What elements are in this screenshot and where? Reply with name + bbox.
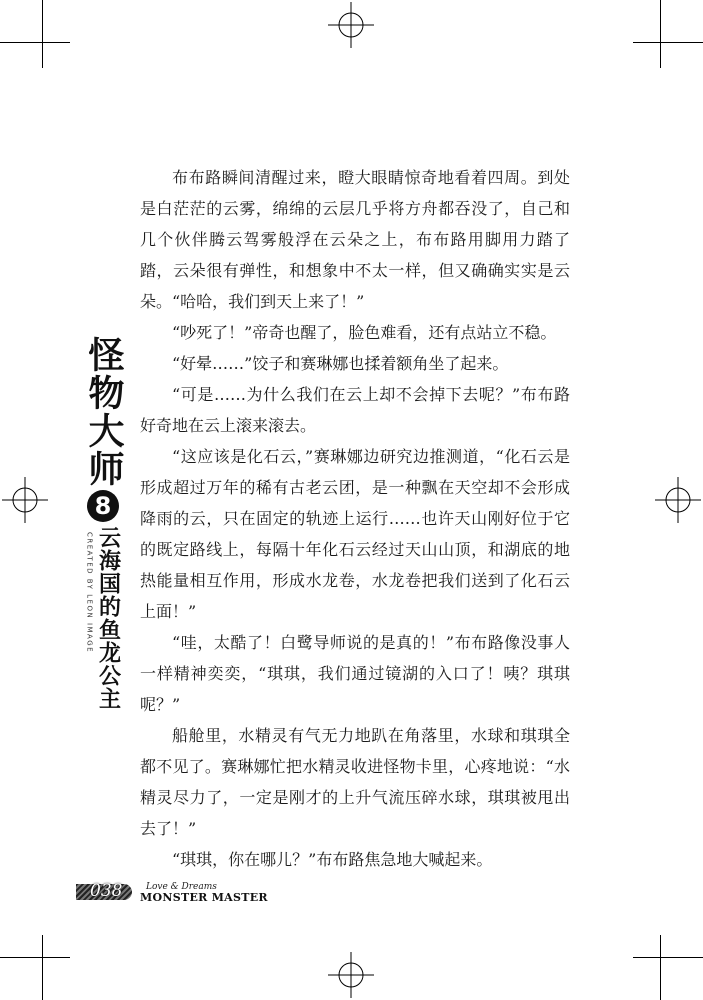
footer-brand: MONSTER MASTER [140, 891, 268, 904]
footer-tagline: Love & Dreams [146, 882, 217, 892]
paragraph: “琪琪，你在哪儿？”布布路焦急地大喊起来。 [172, 850, 493, 869]
registration-mark-right [655, 477, 701, 523]
page-footer [76, 878, 296, 906]
crop-mark [42, 935, 43, 1000]
paragraph: “可是……为什么我们在云上却不会掉下去呢？”布布路好奇地在云上滚来滚去。 [140, 385, 570, 435]
page-number: 038 [90, 881, 123, 901]
registration-mark-bottom [328, 952, 374, 998]
paragraph: “吵死了！”帝奇也醒了，脸色难看，还有点站立不稳。 [172, 323, 557, 342]
paragraph: “哇，太酷了！白鹭导师说的是真的！”布布路像没事人一样精神奕奕，“琪琪，我们通过镜湖的入口了！咦？琪琪呢？” [140, 633, 570, 714]
crop-mark [0, 957, 70, 958]
crop-mark [0, 42, 70, 43]
credit-line: CREATED BY LEON IMAGE [85, 532, 94, 654]
book-subtitle: 云海国的鱼龙公主 [95, 526, 121, 710]
crop-mark [42, 0, 43, 68]
paragraph: “这应该是化石云，”赛琳娜边研究边推测道，“化石云是形成超过万年的稀有古老云团，是一种飘在天空却不会形成降雨的云，只在固定的轨迹上运行……也许天山刚好位于它的既定路线上，每隔十年化石云经过天山山顶，和湖底的地热能量相互作用，形成水龙卷，水龙卷把我们送到了化石云上面！” [140, 447, 570, 621]
paragraph: 布布路瞬间清醒过来，瞪大眼睛惊奇地看着四周。到处是白茫茫的云雾，绵绵的云层几乎将方舟都吞没了，自己和几个伙伴腾云驾雾般浮在云朵之上，布布路用脚用力踏了踏，云朵很有弹性，和想象中不太一样，但又确确实实是云朵。“哈哈，我们到天上来了！” [140, 168, 570, 311]
crop-mark [660, 0, 661, 68]
crop-mark [633, 42, 703, 43]
running-title [80, 336, 126, 710]
crop-mark [633, 957, 703, 958]
registration-mark-top [328, 2, 374, 48]
paragraph: “好晕……”饺子和赛琳娜也揉着额角坐了起来。 [172, 354, 509, 373]
series-title: 怪物大师 [83, 336, 124, 488]
paragraph: 船舱里，水精灵有气无力地趴在角落里，水球和琪琪全都不见了。赛琳娜忙把水精灵收进怪物卡里，心疼地说：“水精灵尽力了，一定是刚才的上升气流压碎水球，琪琪被甩出去了！” [140, 726, 570, 838]
volume-badge: 8 [87, 490, 119, 522]
body-text [140, 162, 570, 875]
registration-mark-left [2, 477, 48, 523]
crop-mark [660, 935, 661, 1000]
